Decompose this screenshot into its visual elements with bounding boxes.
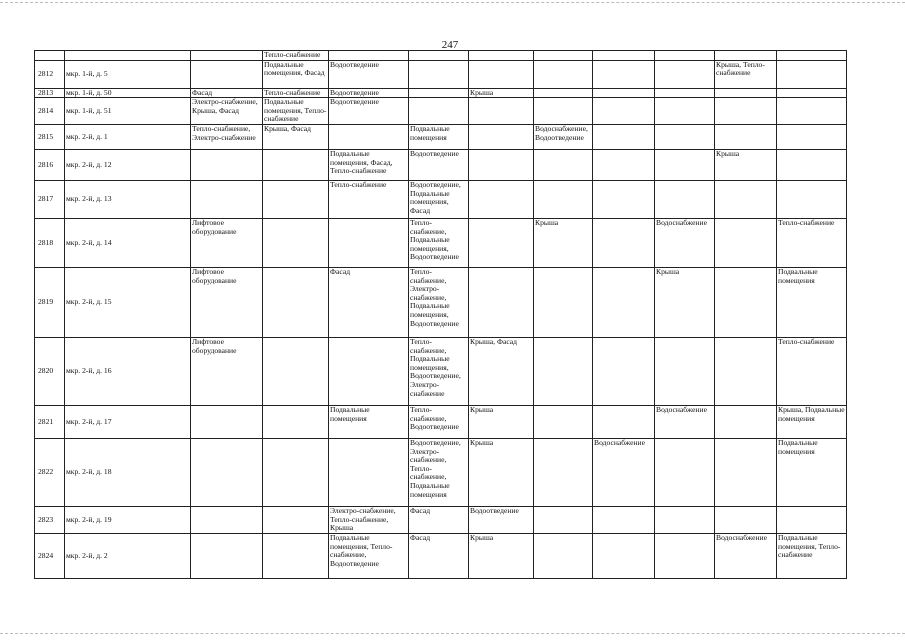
address-cell: мкр. 2-й, д. 18	[65, 438, 191, 506]
work-type-cell: Водоотведение	[329, 88, 409, 98]
table-row	[35, 218, 847, 267]
work-type-cell	[593, 98, 655, 125]
row-number: 2816	[35, 149, 65, 180]
work-type-cell: Водоотведение, Электро-снабжение, Тепло-снабжение, Подвальные помещения	[409, 438, 469, 506]
work-type-cell	[655, 438, 715, 506]
work-type-cell	[263, 267, 329, 337]
work-type-cell: Водоотведение	[329, 98, 409, 125]
work-type-cell: Фасад	[409, 533, 469, 578]
work-type-cell	[715, 506, 777, 533]
work-type-cell	[593, 506, 655, 533]
work-type-cell	[191, 180, 263, 218]
work-type-cell	[777, 124, 847, 149]
work-type-cell: Водоснабжение	[655, 218, 715, 267]
work-type-cell	[655, 533, 715, 578]
work-type-cell: Крыша, Фасад	[263, 124, 329, 149]
table-row	[35, 405, 847, 438]
work-type-cell	[655, 98, 715, 125]
table-row	[35, 51, 847, 61]
work-type-cell	[263, 218, 329, 267]
work-type-cell: Фасад	[329, 267, 409, 337]
work-type-cell	[469, 218, 534, 267]
work-type-cell: Крыша	[469, 533, 534, 578]
work-type-cell	[409, 60, 469, 88]
work-type-cell	[191, 149, 263, 180]
row-number: 2814	[35, 98, 65, 125]
work-type-cell	[593, 60, 655, 88]
work-type-cell	[263, 405, 329, 438]
row-number: 2821	[35, 405, 65, 438]
page-number: 247	[441, 39, 459, 51]
row-number: 2815	[35, 124, 65, 149]
work-type-cell: Водоснабжение, Водоотведение	[534, 124, 593, 149]
work-type-cell	[593, 149, 655, 180]
address-cell: мкр. 1-й, д. 51	[65, 98, 191, 125]
work-type-cell: Тепло-снабжение, Электро-снабжение	[191, 124, 263, 149]
row-number	[35, 51, 65, 61]
work-type-cell: Крыша, Тепло-снабжение	[715, 60, 777, 88]
work-type-cell	[777, 51, 847, 61]
work-type-cell	[593, 218, 655, 267]
row-number: 2822	[35, 438, 65, 506]
address-cell: мкр. 2-й, д. 13	[65, 180, 191, 218]
work-type-cell	[263, 533, 329, 578]
work-type-cell: Подвальные помещения, Тепло-снабжение	[263, 98, 329, 125]
table-row	[35, 337, 847, 405]
work-type-cell	[777, 149, 847, 180]
work-type-cell	[329, 124, 409, 149]
work-type-cell	[534, 60, 593, 88]
work-type-cell	[655, 51, 715, 61]
work-type-cell: Тепло-снабжение	[777, 337, 847, 405]
row-number: 2820	[35, 337, 65, 405]
work-type-cell: Подвальные помещения	[329, 405, 409, 438]
work-type-cell	[655, 88, 715, 98]
work-type-cell: Крыша	[534, 218, 593, 267]
work-type-cell: Водоснабжение	[715, 533, 777, 578]
work-type-cell	[593, 405, 655, 438]
work-type-cell: Подвальные помещения, Тепло-снабжение	[777, 533, 847, 578]
work-type-cell: Тепло-снабжение, Электро-снабжение, Подвальные помещения, Водоотведение	[409, 267, 469, 337]
work-type-cell	[655, 180, 715, 218]
work-type-cell: Тепло-снабжение, Подвальные помещения, Водоотведение	[409, 218, 469, 267]
work-type-cell	[329, 218, 409, 267]
work-type-cell: Крыша	[469, 88, 534, 98]
work-type-cell: Водоотведение, Подвальные помещения, Фасад	[409, 180, 469, 218]
address-cell: мкр. 2-й, д. 1	[65, 124, 191, 149]
work-type-cell: Водоснабжение	[655, 405, 715, 438]
work-type-cell: Тепло-снабжение, Водоотведение	[409, 405, 469, 438]
address-cell: мкр. 1-й, д. 5	[65, 60, 191, 88]
work-type-cell	[263, 438, 329, 506]
work-type-cell: Тепло-снабжение	[329, 180, 409, 218]
work-type-cell	[715, 218, 777, 267]
work-type-cell: Водоотведение	[329, 60, 409, 88]
work-type-cell: Водоснабжение	[593, 438, 655, 506]
table-row	[35, 98, 847, 125]
address-cell: мкр. 2-й, д. 2	[65, 533, 191, 578]
address-cell: мкр. 2-й, д. 14	[65, 218, 191, 267]
work-type-cell	[534, 506, 593, 533]
work-type-cell: Фасад	[191, 88, 263, 98]
work-type-cell: Водоотведение	[409, 149, 469, 180]
work-type-cell	[655, 149, 715, 180]
table-row	[35, 88, 847, 98]
work-type-cell	[593, 51, 655, 61]
work-type-cell	[715, 405, 777, 438]
work-type-cell	[409, 98, 469, 125]
work-type-cell	[655, 506, 715, 533]
work-type-cell: Подвальные помещения	[409, 124, 469, 149]
address-cell	[65, 51, 191, 61]
work-type-cell	[409, 88, 469, 98]
row-number: 2824	[35, 533, 65, 578]
work-type-cell: Крыша, Фасад	[469, 337, 534, 405]
row-number: 2819	[35, 267, 65, 337]
work-type-cell	[593, 533, 655, 578]
work-type-cell: Крыша	[469, 405, 534, 438]
address-cell: мкр. 2-й, д. 16	[65, 337, 191, 405]
work-type-cell	[534, 267, 593, 337]
work-type-cell	[329, 51, 409, 61]
work-type-cell	[593, 88, 655, 98]
work-type-cell: Электро-снабжение, Тепло-снабжение, Крыша	[329, 506, 409, 533]
row-number: 2823	[35, 506, 65, 533]
address-cell: мкр. 2-й, д. 12	[65, 149, 191, 180]
work-type-cell	[593, 267, 655, 337]
work-type-cell	[593, 180, 655, 218]
table-row	[35, 60, 847, 88]
work-type-cell	[777, 98, 847, 125]
work-type-cell	[655, 124, 715, 149]
work-type-cell	[191, 506, 263, 533]
work-type-cell	[715, 180, 777, 218]
work-type-cell	[777, 88, 847, 98]
work-type-cell	[715, 124, 777, 149]
work-type-cell: Лифтовое оборудование	[191, 218, 263, 267]
table-row	[35, 124, 847, 149]
work-type-cell: Тепло-снабжение, Подвальные помещения, Водоотведение, Электро-снабжение	[409, 337, 469, 405]
table-row	[35, 506, 847, 533]
address-cell: мкр. 2-й, д. 17	[65, 405, 191, 438]
table-row	[35, 267, 847, 337]
work-type-cell	[593, 337, 655, 405]
work-type-cell: Подвальные помещения, Фасад	[263, 60, 329, 88]
row-number: 2813	[35, 88, 65, 98]
work-type-cell	[655, 337, 715, 405]
scan-bottom-edge	[0, 633, 905, 636]
work-type-cell	[715, 267, 777, 337]
scan-top-edge	[0, 2, 905, 5]
work-type-cell: Подвальные помещения, Тепло-снабжение, Водоотведение	[329, 533, 409, 578]
row-number: 2817	[35, 180, 65, 218]
row-number: 2812	[35, 60, 65, 88]
work-type-cell	[469, 267, 534, 337]
work-type-cell	[191, 533, 263, 578]
work-type-cell	[534, 149, 593, 180]
address-cell: мкр. 2-й, д. 19	[65, 506, 191, 533]
work-type-cell	[715, 438, 777, 506]
work-type-cell: Фасад	[409, 506, 469, 533]
work-type-cell: Водоотведение	[469, 506, 534, 533]
work-type-cell	[191, 60, 263, 88]
work-type-cell: Крыша	[469, 438, 534, 506]
work-type-cell	[409, 51, 469, 61]
table-row	[35, 438, 847, 506]
work-type-cell: Крыша	[715, 149, 777, 180]
work-type-cell: Подвальные помещения, Фасад, Тепло-снабжение	[329, 149, 409, 180]
table-row	[35, 533, 847, 578]
work-type-cell	[469, 180, 534, 218]
work-type-cell	[191, 405, 263, 438]
work-type-cell	[191, 438, 263, 506]
work-type-cell	[534, 405, 593, 438]
work-type-cell	[534, 180, 593, 218]
work-type-cell	[329, 337, 409, 405]
work-type-cell	[263, 337, 329, 405]
work-type-cell	[593, 124, 655, 149]
address-cell: мкр. 2-й, д. 15	[65, 267, 191, 337]
work-type-cell	[469, 98, 534, 125]
work-type-cell: Тепло-снабжение	[263, 51, 329, 61]
work-type-cell: Подвальные помещения	[777, 438, 847, 506]
work-type-cell	[534, 88, 593, 98]
work-type-cell	[715, 88, 777, 98]
work-type-cell	[715, 337, 777, 405]
work-type-cell	[534, 51, 593, 61]
work-type-cell: Электро-снабжение, Крыша, Фасад	[191, 98, 263, 125]
work-type-cell: Лифтовое оборудование	[191, 267, 263, 337]
work-type-cell	[191, 51, 263, 61]
work-type-cell: Подвальные помещения	[777, 267, 847, 337]
work-type-cell: Лифтовое оборудование	[191, 337, 263, 405]
work-type-cell: Тепло-снабжение	[263, 88, 329, 98]
work-type-cell: Крыша	[655, 267, 715, 337]
work-type-cell	[534, 438, 593, 506]
work-type-cell: Крыша, Подвальные помещения	[777, 405, 847, 438]
work-type-cell	[777, 60, 847, 88]
work-type-cell	[469, 51, 534, 61]
work-type-cell	[469, 124, 534, 149]
work-type-cell	[263, 506, 329, 533]
work-type-cell	[534, 533, 593, 578]
work-type-cell	[329, 438, 409, 506]
work-type-cell	[655, 60, 715, 88]
work-type-cell	[469, 149, 534, 180]
work-type-cell	[469, 60, 534, 88]
address-cell: мкр. 1-й, д. 50	[65, 88, 191, 98]
work-type-cell	[777, 506, 847, 533]
work-type-cell	[715, 51, 777, 61]
work-type-cell	[263, 180, 329, 218]
work-type-cell	[777, 180, 847, 218]
work-type-cell: Тепло-снабжение	[777, 218, 847, 267]
table-row	[35, 149, 847, 180]
work-type-cell	[534, 337, 593, 405]
work-type-cell	[534, 98, 593, 125]
row-number: 2818	[35, 218, 65, 267]
work-type-cell	[715, 98, 777, 125]
table-row	[35, 180, 847, 218]
work-type-cell	[263, 149, 329, 180]
repair-schedule-table	[34, 50, 847, 579]
